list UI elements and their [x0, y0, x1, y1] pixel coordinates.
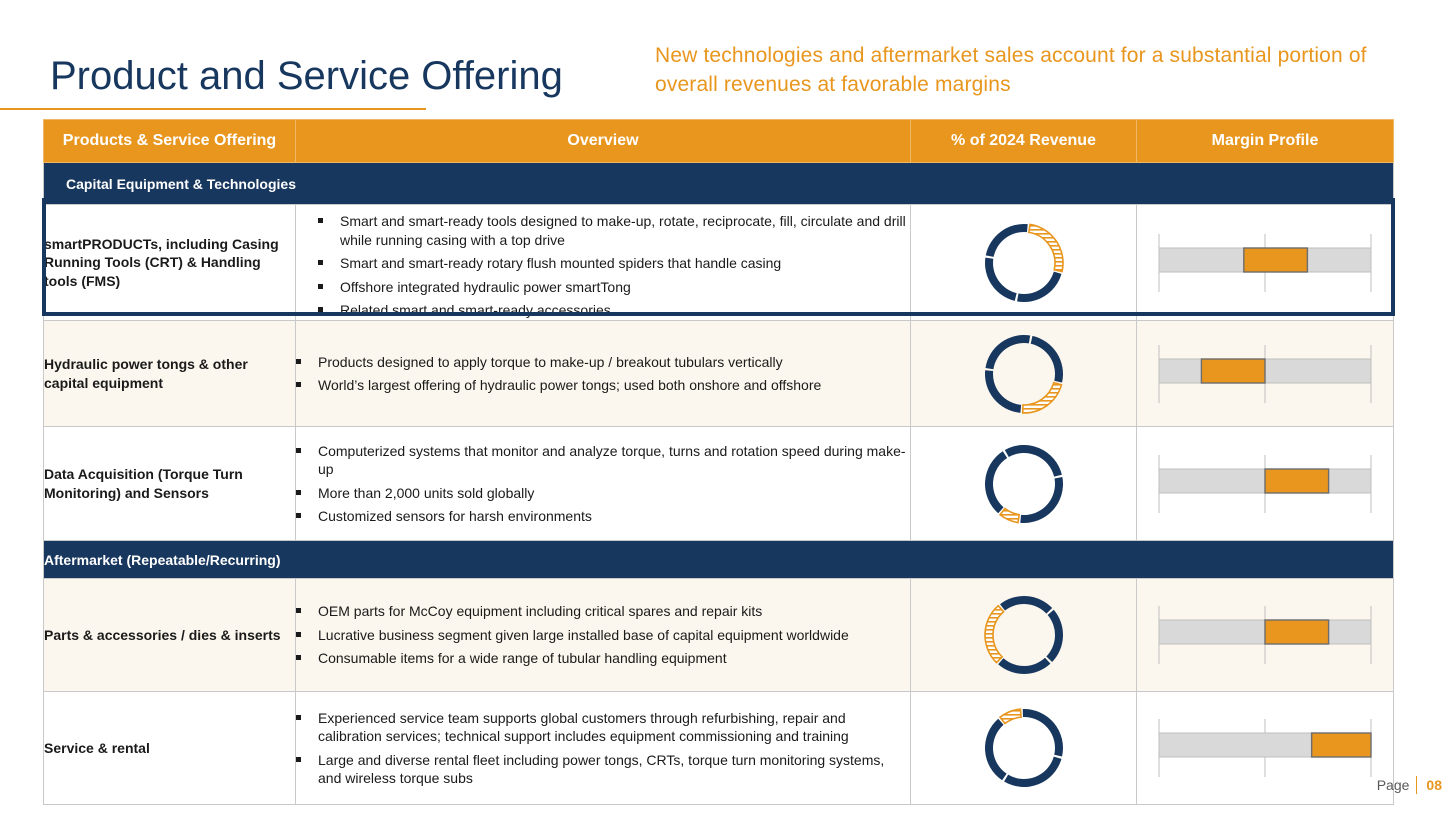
offering-name: Parts & accessories / dies & inserts: [44, 579, 296, 692]
margin-range-bar: [1201, 359, 1265, 383]
margin-profile-cell: [1137, 427, 1394, 541]
donut-remainder-segment: [985, 335, 1030, 369]
donut-remainder-segment: [1030, 335, 1062, 382]
donut-revenue-slice: [985, 606, 1004, 663]
overview-bullet: Smart and smart-ready rotary flush mounted spiders that handle casing: [318, 254, 906, 273]
donut-remainder-segment: [1020, 477, 1063, 523]
offering-name: Data Acquisition (Torque Turn Monitoring) and Sensors: [44, 427, 296, 541]
overview-list: [296, 602, 910, 668]
page-label: Page: [1376, 777, 1410, 793]
overview-bullet: Large and diverse rental fleet including power tongs, CRTs, torque turn monitoring systems, and wireless torque subs: [296, 751, 910, 788]
page-footer: [1377, 776, 1442, 794]
table-row: [44, 427, 1394, 541]
overview-bullet: Lucrative business segment given large installed base of capital equipment worldwide: [296, 626, 910, 645]
margin-bar-chart: [1150, 444, 1380, 524]
overview-list: [296, 353, 910, 395]
section-header-row: [44, 541, 1394, 579]
footer-divider: [1416, 776, 1417, 794]
table-row: [44, 692, 1394, 805]
overview-bullet: Consumable items for a wide range of tubular handling equipment: [296, 649, 910, 668]
donut-remainder-segment: [985, 257, 1017, 300]
margin-range-bar: [1265, 620, 1329, 644]
revenue-donut-chart: [974, 434, 1074, 534]
offering-name: smartPRODUCTs, including Casing Running Tools (CRT) & Handling tools (FMS): [44, 205, 296, 321]
overview-bullet: Smart and smart-ready tools designed to make-up, rotate, reciprocate, fill, circulate and drill while running casing with a top drive: [318, 212, 906, 249]
donut-remainder-segment: [985, 451, 1007, 513]
page-subtitle: New technologies and aftermarket sales account for a substantial portion of overall revenues at favorable margins: [655, 44, 1367, 96]
offering-table: [43, 119, 1394, 805]
revenue-share-cell: [911, 579, 1137, 692]
overview-list: [318, 207, 906, 321]
overview-list: [296, 709, 910, 788]
overview-bullet: Customized sensors for harsh environments: [296, 507, 910, 526]
donut-remainder-segment: [985, 719, 1007, 781]
donut-remainder-segment: [1017, 271, 1061, 301]
section-header-row: [44, 163, 1394, 205]
revenue-share-cell: [911, 321, 1137, 427]
donut-revenue-slice: [1000, 709, 1021, 723]
margin-bar-chart: [1150, 595, 1380, 675]
donut-revenue-slice: [1028, 224, 1062, 271]
table-row: [44, 579, 1394, 692]
donut-remainder-segment: [1004, 445, 1061, 477]
donut-revenue-slice: [1022, 382, 1061, 412]
margin-bar-chart: [1150, 334, 1380, 414]
overview-cell: [296, 205, 911, 321]
donut-remainder-segment: [1004, 757, 1061, 787]
overview-bullet: Computerized systems that monitor and analyze torque, turns and rotation speed during make-up: [296, 442, 910, 479]
overview-bullet: OEM parts for McCoy equipment including critical spares and repair kits: [296, 602, 910, 621]
overview-bullet: World’s largest offering of hydraulic power tongs; used both onshore and offshore: [296, 376, 910, 395]
overview-bullet: Experienced service team supports global customers through refurbishing, repair and calibration services; technical support includes equipment commissioning and training: [296, 709, 910, 746]
margin-range-bar: [1312, 733, 1371, 757]
revenue-donut-chart: [974, 698, 1074, 798]
overview-cell: [296, 427, 911, 541]
revenue-donut-chart: [974, 213, 1074, 313]
overview-bullet: Products designed to apply torque to make-up / breakout tubulars vertically: [296, 353, 910, 372]
overview-cell: [296, 579, 911, 692]
column-header: Overview: [296, 120, 911, 163]
donut-remainder-segment: [1022, 709, 1062, 757]
title-underline: [0, 108, 426, 110]
table-row: [44, 321, 1394, 427]
column-header: Margin Profile: [1137, 120, 1394, 163]
margin-profile-cell: [1137, 321, 1394, 427]
margin-bar-chart: [1150, 223, 1380, 303]
overview-cell: [296, 692, 911, 805]
table-header-row: [44, 120, 1394, 163]
margin-profile-cell: [1137, 205, 1394, 321]
offering-name: Service & rental: [44, 692, 296, 805]
overview-bullet: Offshore integrated hydraulic power smartTong: [318, 278, 906, 297]
overview-cell: [296, 321, 911, 427]
donut-remainder-segment: [998, 658, 1050, 674]
revenue-share-cell: [911, 692, 1137, 805]
column-header: Products & Service Offering: [44, 120, 296, 163]
margin-profile-cell: [1137, 692, 1394, 805]
margin-range-bar: [1244, 248, 1308, 272]
page-title: Product and Service Offering: [50, 54, 563, 98]
section-title: Capital Equipment & Technologies: [44, 163, 1394, 205]
page-number: 08: [1426, 777, 1442, 793]
revenue-donut-chart: [974, 585, 1074, 685]
column-header: % of 2024 Revenue: [911, 120, 1137, 163]
overview-list: [296, 442, 910, 526]
margin-range-bar: [1265, 469, 1329, 493]
revenue-share-cell: [911, 205, 1137, 321]
donut-remainder-segment: [985, 224, 1027, 257]
margin-profile-cell: [1137, 579, 1394, 692]
section-title: Aftermarket (Repeatable/Recurring): [44, 541, 1394, 579]
margin-bar-chart: [1150, 708, 1380, 788]
overview-bullet: More than 2,000 units sold globally: [296, 484, 910, 503]
donut-remainder-segment: [985, 370, 1021, 413]
revenue-share-cell: [911, 427, 1137, 541]
overview-bullet: Related smart and smart-ready accessories: [318, 301, 906, 320]
offering-name: Hydraulic power tongs & other capital equipment: [44, 321, 296, 427]
donut-revenue-slice: [1000, 508, 1019, 522]
donut-remainder-segment: [1046, 610, 1063, 662]
revenue-donut-chart: [974, 324, 1074, 424]
table-row: [44, 205, 1394, 321]
donut-remainder-segment: [1000, 596, 1052, 614]
